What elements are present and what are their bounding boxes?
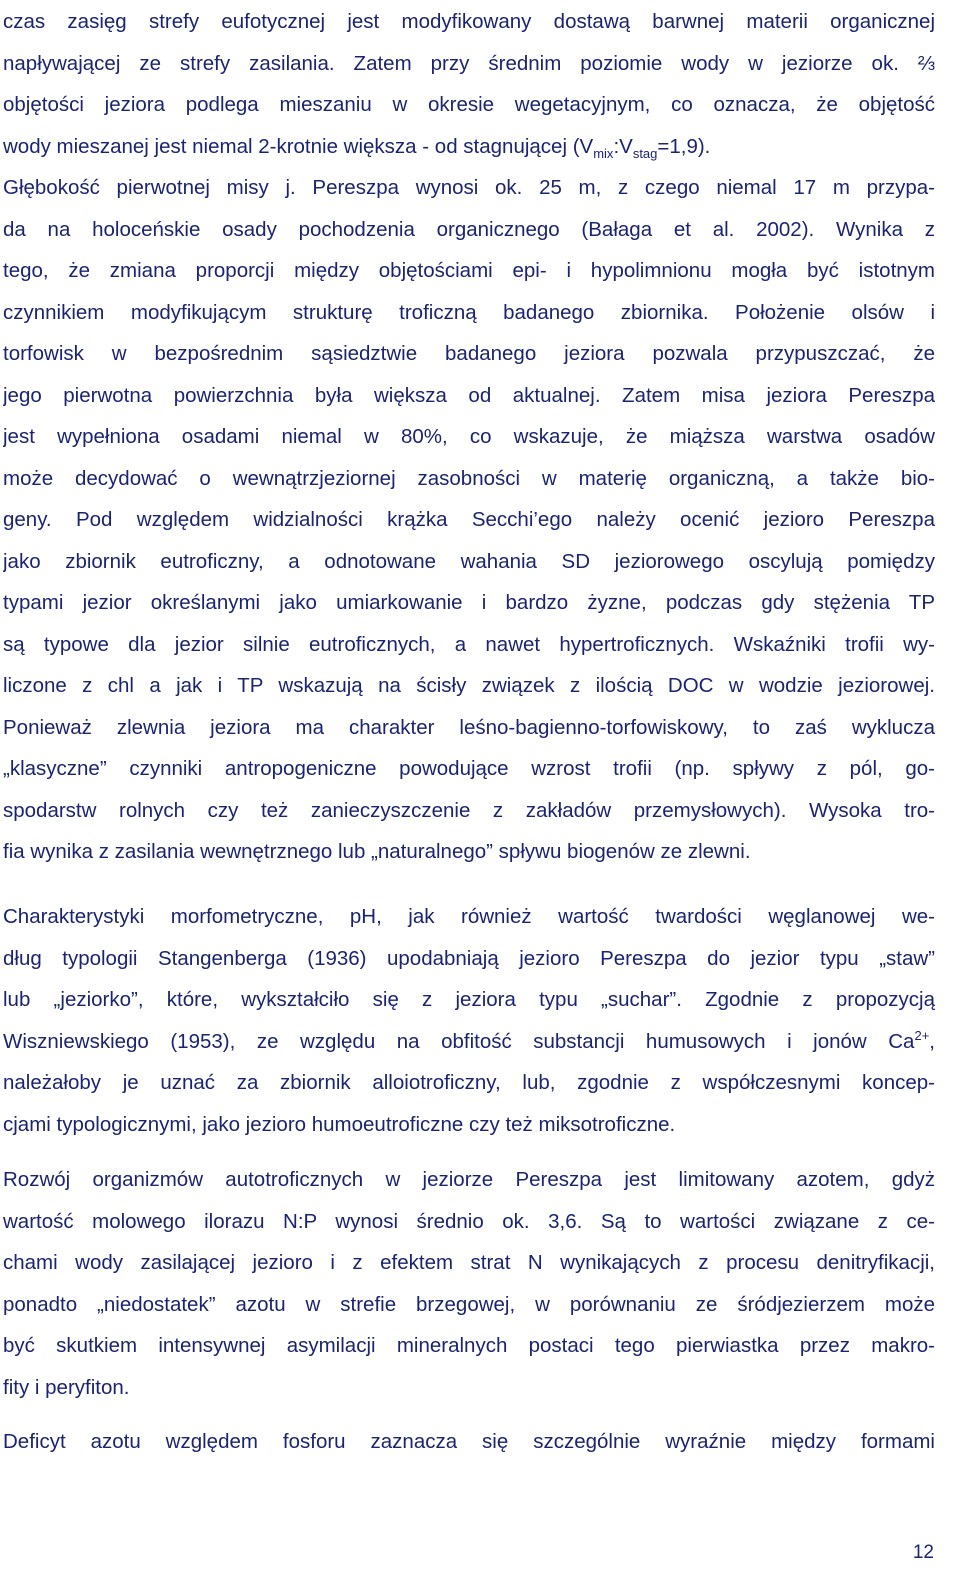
text-line: fia wynika z zasilania wewnętrznego lub „naturalnego” spływu biogenów ze zlewni. (3, 840, 751, 863)
text-line: Charakterystyki morfometryczne, pH, jak również wartość twardości węglanowej we- (3, 905, 935, 928)
text-line: typami jezior określanymi jako umiarkowanie i bardzo żyzne, podczas gdy stężenia TP (3, 591, 935, 614)
superscript-charge: 2+ (914, 1027, 930, 1043)
text-line: ponadto „niedostatek” azotu w strefie brzegowej, w porównaniu ze śródjezierzem może (3, 1292, 935, 1316)
text-line: należałoby je uznać za zbiornik alloiotroficzny, lub, zgodnie z współczesnymi koncep- (3, 1071, 935, 1094)
paragraph-3 (3, 1159, 935, 1408)
text-line: fity i peryfiton. (3, 1375, 130, 1399)
text-line: jako zbiornik eutroficzny, a odnotowane wahania SD jeziorowego oscylują pomiędzy (3, 549, 935, 573)
text-line: lub „jeziorko”, które, wykształciło się z jeziora typu „suchar”. Zgodnie z propozycją (3, 988, 935, 1011)
ion-prefix: Wiszniewskiego (1953), ze względu na obfitość substancji humusowych i jonów Ca (3, 1029, 915, 1053)
text-line: być skutkiem intensywnej asymilacji mineralnych postaci tego pierwiastka przez makro- (3, 1334, 935, 1357)
text-line: napływającej ze strefy zasilania. Zatem przy średnim poziomie wody w jeziorze ok. ⅔ (3, 51, 935, 75)
text-line: czas zasięg strefy eufotycznej jest modyfikowany dostawą barwnej materii organicznej (3, 10, 935, 33)
page-number: 12 (912, 1542, 934, 1563)
ion-suffix: , (929, 1029, 935, 1053)
text-line: cjami typologicznymi, jako jezioro humoeutroficzne czy też miksotroficzne. (3, 1112, 676, 1136)
text-line: jest wypełniona osadami niemal w 80%, co wskazuje, że miąższa warstwa osadów (3, 425, 935, 448)
text-line: liczone z chl a jak i TP wskazują na ścisły związek z ilością DOC w wodzie jeziorowej. (3, 674, 935, 697)
subscript-mix: mix (593, 145, 614, 161)
formula-suffix: =1,9). (657, 134, 711, 158)
text-line: torfowisk w bezpośrednim sąsiedztwie badanego jeziora pozwala przypuszczać, że (3, 342, 935, 365)
paragraph-4 (3, 1421, 935, 1463)
text-line: spodarstw rolnych czy też zanieczyszczenie z zakładów przemysłowych). Wysoka tro- (3, 798, 935, 822)
text-line: Ponieważ zlewnia jeziora ma charakter leśno-bagienno-torfowiskowy, to zaś wyklucza (3, 715, 935, 739)
text-line: są typowe dla jezior silnie eutroficznych, a nawet hypertroficznych. Wskaźniki trofii wy- (3, 632, 935, 656)
subscript-stag: stag (632, 145, 658, 161)
text-line: wartość molowego ilorazu N:P wynosi średnio ok. 3,6. Są to wartości związane z ce- (3, 1209, 935, 1233)
formula-line (3, 126, 935, 168)
text-line: chami wody zasilającej jezioro i z efektem strat N wynikających z procesu denitryfikacji, (3, 1251, 935, 1274)
text-line: objętości jeziora podlega mieszaniu w okresie wegetacyjnym, co oznacza, że objętość (3, 93, 935, 116)
text-line: tego, że zmiana proporcji między objętościami epi- i hypolimnionu mogła być istotnym (3, 259, 935, 282)
text-line: dług typologii Stangenberga (1936) upodabniają jezioro Pereszpa do jezior typu „staw” (3, 946, 935, 970)
ion-line (3, 1021, 935, 1063)
formula-prefix: wody mieszanej jest niemal 2-krotnie większa - od stagnującej (V (3, 134, 594, 158)
formula-middle: :V (613, 134, 633, 158)
text-line: Głębokość pierwotnej misy j. Pereszpa wynosi ok. 25 m, z czego niemal 17 m przypa- (3, 176, 935, 199)
text-line: geny. Pod względem widzialności krążka Secchi’ego należy ocenić jezioro Pereszpa (3, 508, 935, 531)
text-line: Deficyt azotu względem fosforu zaznacza się szczególnie wyraźnie między formami (3, 1430, 935, 1453)
paragraph-1 (3, 1, 935, 873)
text-line: czynnikiem modyfikującym strukturę troficzną badanego zbiornika. Położenie olsów i (3, 300, 935, 324)
text-line: „klasyczne” czynniki antropogeniczne powodujące wzrost trofii (np. spływy z pól, go- (3, 757, 935, 780)
text-line: Rozwój organizmów autotroficznych w jeziorze Pereszpa jest limitowany azotem, gdyż (3, 1168, 935, 1191)
text-line: jego pierwotna powierzchnia była większa od aktualnej. Zatem misa jeziora Pereszpa (3, 383, 935, 407)
paragraph-2 (3, 896, 935, 1145)
text-line: da na holoceńskie osady pochodzenia organicznego (Bałaga et al. 2002). Wynika z (3, 217, 935, 241)
text-line: może decydować o wewnątrzjeziornej zasobności w materię organiczną, a także bio- (3, 466, 935, 490)
